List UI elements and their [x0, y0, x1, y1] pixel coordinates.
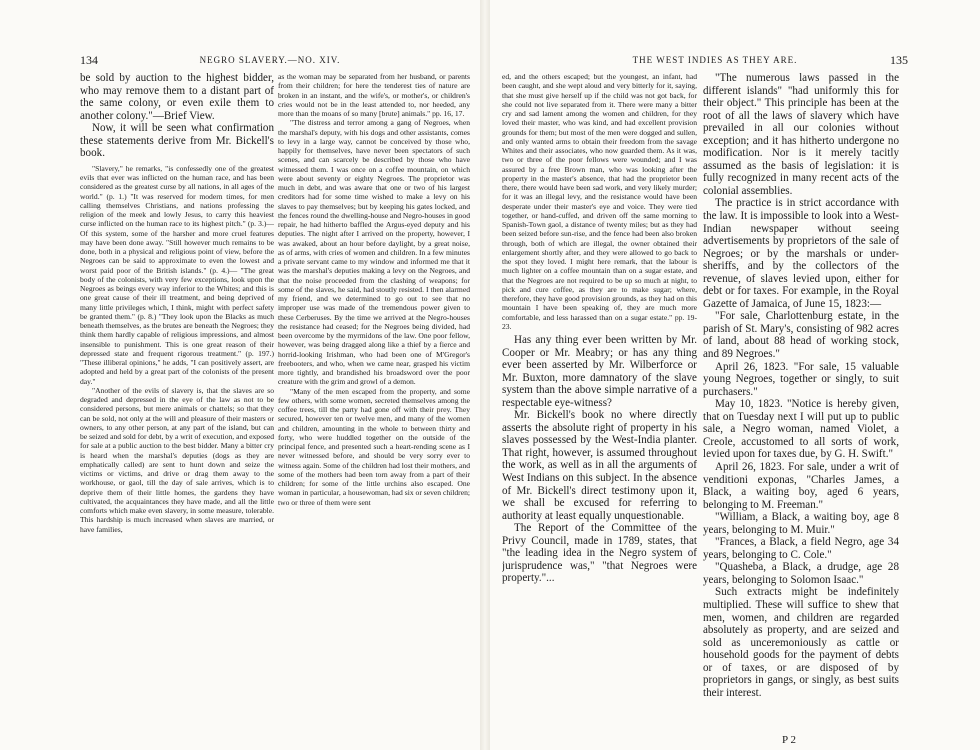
paragraph: Has any thing ever been written by Mr. Cooper or Mr. Meabry; or has any thing ever been asserted by Mr. Wilberforce or Mr. Buxton, more damnatory of the slave system than the above simple narrative of a respectable eye-witness?	[502, 334, 697, 409]
paragraph: "For sale, Charlottenburg estate, in the parish of St. Mary's, consisting of 982 acres of land, about 88 head of working stock, and 89 Negroes."	[703, 310, 899, 361]
right-col2-large-text	[703, 72, 899, 699]
paragraph: "Slavery," he remarks, "is confessedly one of the greatest evils that ever was inflicted on the human race, and has been considered as the greatest curse by all nations, in all ages of the world." (p. 1.) "It was reserved for modern times, for men calling themselves Christians, and nations professing the religion of the meek and lowly Jesus, to carry this heaviest curse inflicted on the human race to its highest pitch." (p. 3.)—Of this system, some of the harsher and more cruel features may have been done away. "Still however much remains to be done, both in a physical and religious point of view, before the Negroes can be said to approximate to even the lowest and worst paid poor of the British islands." (p. 4.)— "The great body of the colonists, with very few exceptions, look upon the Negroes as beings every way inferior to the Whites; and this is one great cause of their ill treatment, and being deprived of many little privileges which, I think, might with perfect safety be granted them." (p. 8.) "They look upon the Blacks as much beneath themselves, as the brutes are beneath the Negroes; they think them hardly capable of religious impressions, and almost insensible to punishment. This is one great reason of their depressed state and frequent rigorous treatment." (p. 197.) "These illiberal opinions," he adds, "I can positively assert, are adopted and held by a great part of the colonists of the present day."	[80, 163, 274, 386]
right-page	[490, 0, 980, 750]
signature-mark: P 2	[782, 734, 796, 746]
paragraph: April 26, 1823. "For sale, 15 valuable young Negroes, together or singly, to suit purchasers."	[703, 360, 899, 398]
paragraph: "Another of the evils of slavery is, that the slaves are so degraded and depressed in the eye of the law as not to be considered persons, but mere animals or chattels; so that they can be sold, not only at the will and pleasure of their masters or owners, to any other person, at any part of the island, but can be seized and sold for debt, by a writ of execution, and exposed for sale at a public auction to the best bidder. Many a bitter cry is heard when the marshal's deputies (dogs as they are emphatically called) are sent to hunt down and seize the victims or victims, and drive or drag them away to the workhouse, or gaol, till the day of sale arrives, which is to deprive them of their little homes, the gardens they have cultivated, the acquaintances they have made, and all the little comforts which make even slavery, in some measure, tolerable. This hardship is much increased when slaves are married, or have families,	[80, 385, 274, 534]
right-column-2	[703, 72, 899, 732]
left-page	[0, 0, 480, 750]
paragraph: Now, it will be seen what confirmation these statements derive from Mr. Bickell's book.	[80, 122, 274, 160]
paragraph: Such extracts might be indefinitely multiplied. These will suffice to shew that men, women, and children are regarded absolutely as property, and are seized and sold as unceremoniously as cattle or household goods for the payment of debts or of taxes, or are disposed of by proprietors in gangs, or singly, as best suits their interest.	[703, 586, 899, 699]
left-col2-quote	[278, 72, 470, 507]
paragraph: The practice is in strict accordance with the law. It is impossible to look into a West-Indian newspaper without seeing advertisements by proprietors of the sale of Negroes; or by the marshals or under-sheriffs, and by the collectors of the revenue, of slaves levied upon, either for debt or for taxes. For example, in the Royal Gazette of Jamaica, of June 15, 1823:—	[703, 197, 899, 310]
right-col1-large-text	[502, 334, 697, 585]
paragraph: The Report of the Committee of the Privy Council, made in 1789, states, that "the leading idea in the Negro system of jurisprudence was," "that Negroes were property."...	[502, 522, 697, 585]
paragraph: "Frances, a Black, a field Negro, age 34 years, belonging to C. Cole."	[703, 536, 899, 561]
paragraph: "Many of the men escaped from the property, and some few others, with some women, secreted themselves among the coffee trees, till the party had gone off with their prey. They secured, however ten or twelve men, and many of the women and children, amounting in the whole to between thirty and forty, who were huddled together on the outside of the principal fence, and presented such a heart-rending scene as I never witnessed before, and should be very sorry ever to witness again. Some of the children had lost their mothers, and some of the mothers had been torn away from a part of their children; for some of the little urchins also escaped. One woman in particular, a housewoman, had six or seven children; two or three of them were sent	[278, 386, 470, 507]
right-page-number: 135	[890, 53, 908, 67]
paragraph: be sold by auction to the highest bidder, who may remove them to a distant part of the same colony, or even exile them to another colony."—Brief View.	[80, 72, 274, 122]
right-running-head: THE WEST INDIES AS THEY ARE.	[632, 55, 798, 65]
paragraph: "The numerous laws passed in the different islands" "had uniformly this for their object." This principle has been at the root of all the laws of slavery which have prevailed in all our colonies without exception; and it has hitherto undergone no modification. Nor is it merely tacitly assumed as the basis of legislation: it is fully recognized in many recent acts of the colonial assemblies.	[703, 72, 899, 197]
left-page-number: 134	[80, 53, 98, 67]
left-page-header	[0, 55, 480, 69]
paragraph: "William, a Black, a waiting boy, age 8 years, belonging to M. Muir."	[703, 511, 899, 536]
paragraph: April 26, 1823. For sale, under a writ of venditioni exponas, "Charles James, a Black, a waiting boy, aged 6 years, belonging to M. Freeman."	[703, 460, 899, 511]
left-column-2	[278, 72, 470, 732]
right-column-1	[502, 72, 697, 732]
left-running-head: NEGRO SLAVERY.—NO. XIV.	[199, 55, 341, 65]
paragraph: as the woman may be separated from her husband, or parents from their children; for here the tenderest ties of nature are broken in an instant, and the wife's, or mother's, or children's cries would not be in the least attended to, nor heeded, any more than the moans of so many [brute] animals." pp. 16, 17.	[278, 72, 470, 118]
paragraph: May 10, 1823. "Notice is hereby given, that on Tuesday next I will put up to public sale, a Negro woman, named Violet, a Creole, accustomed to all sorts of work, levied upon for taxes due, by G. H. Swift."	[703, 398, 899, 461]
paragraph: ed, and the others escaped; but the youngest, an infant, had been caught, and she wept aloud and very bitterly for it, saying, that she must give herself up if the child was not got back, for she could not live separated from it. There were many a bitter cry and sad lament among the women and children, for they loved their master, who was kind, and had excellent provision grounds for them; but most of the men were dogged and sullen, and only wanted arms to obtain their freedom from the savage Whites and their associates, who now guarded them. As it was, two or three of the poor fellows were wounded; and I was assured by a free Brown man, who was looking after the property in the master's absence, that had the proprietor been there, there would have been sad work, and very likely murder; for it was an illegal levy, and the resistance would have been desperate under their master's eye and voice. They were tied together, or hand-cuffed, and driven off the same morning to Spanish-Town gaol, a distance of twenty miles; but as they had been seized before sun-rise, and the fence had been also broken through, both of which are illegal, the owner obtained their enlargement shortly after, and they were allowed to go back to the spot they loved. I might here remark, that the labour is much lighter on a coffee mountain than on a sugar estate, and that the Negroes are not required to be up so much at night, to pick and cure coffee, as they are to make sugar; where, therefore, they have good provision grounds, as they had on this mountain I have been speaking of, they are much more comfortable, and less harassed than on a sugar estate." pp. 19-23.	[502, 72, 697, 331]
paragraph: "Quasheba, a Black, a drudge, age 28 years, belonging to Solomon Isaac."	[703, 561, 899, 586]
paragraph: "The distress and terror among a gang of Negroes, when the marshal's deputy, with his dogs and other assistants, comes to levy in a large way, cannot be conceived by those who, happily for themselves, have never been spectators of such scenes, and can scarcely be described by those who have witnessed them. I was once on a coffee mountain, on which were about seventy or eighty Negroes. The proprietor was much in debt, and was aware that one or two of his largest creditors had for some time wished to make a levy on his slaves to pay themselves; but by keeping his gates locked, and the fences round the dwelling-house and Negro-houses in good repair, he had hitherto baffled the Argus-eyed deputy and his deputies. The night after I arrived on the property, however, I was awaked, about an hour before daylight, by a great noise, as of arms, with cries of women and children. In a few minutes a private servant came to my window and informed me that it was the marshal's deputies making a levy on the Negroes, and that the noise proceeded from the clashing of weapons; for some of the slaves, he said, had stoutly resisted. I then alarmed my friend, and we determined to go out to see that no improper use was made of the tremendous power given to these Cerberuses. By the time we arrived at the Negro-houses the resistance had ceased; for the Negroes being divided, had been overcome by the myrmidons of the law. One poor fellow, however, was being dragged along like a thief by a fierce and horrid-looking Irishman, who had been one of M'Gregor's freebooters, and who, when we came near, grasped his victim more tightly, and brandished his broadsword over the poor creature with the grim and growl of a demon.	[278, 118, 470, 387]
right-page-header	[490, 55, 980, 69]
left-column-1	[80, 72, 274, 732]
book-gutter	[480, 0, 490, 750]
paragraph: Mr. Bickell's book no where directly asserts the absolute right of property in his slaves possessed by the West-India planter. That right, however, is assumed throughout the work, as well as in all the arguments of West Indians on this subject. In the absence of Mr. Bickell's direct testimony upon it, we shall be excused for referring to authority at least equally unquestionable.	[502, 409, 697, 522]
right-col1-quote	[502, 72, 697, 331]
left-col1-large-text	[80, 72, 274, 160]
left-col1-quote	[80, 164, 274, 534]
